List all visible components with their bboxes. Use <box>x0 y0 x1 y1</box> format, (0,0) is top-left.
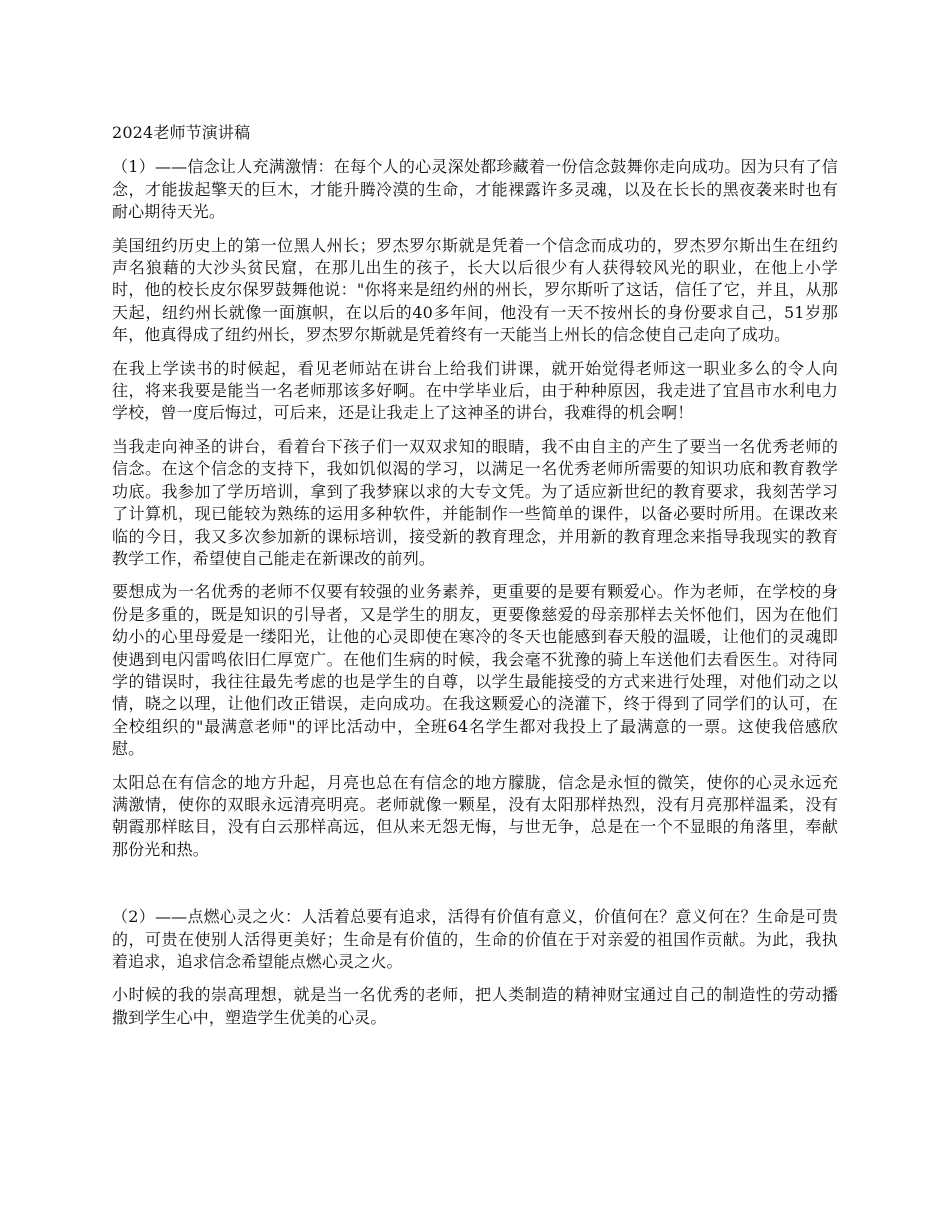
paragraph-4: 当我走向神圣的讲台，看着台下孩子们一双双求知的眼睛，我不由自主的产生了要当一名优秀老师的信念。在这个信念的支持下，我如饥似渴的学习，以满足一名优秀老师所需要的知识功底和教育教学功底。我参加了学历培训，拿到了我梦寐以求的大专文凭。为了适应新世纪的教育要求，我刻苦学习了计算机，现已能较为熟练的运用多种软件，并能制作一些简单的课件，以备必要时所用。在课改来临的今日，我又多次参加新的课标培训，接受新的教育理念，并用新的教育理念来指导我现实的教育教学工作，希望使自己能走在新课改的前列。 <box>112 436 838 568</box>
document-title: 2024老师节演讲稿 <box>112 123 251 142</box>
paragraph-6: 太阳总在有信念的地方升起，月亮也总在有信念的地方朦胧，信念是永恒的微笑，使你的心灵永远充满激情，使你的双眼永远清亮明亮。老师就像一颗星，没有太阳那样热烈，没有月亮那样温柔，没有朝霞那样眩目，没有白云那样高远，但从来无怨无悔，与世无争，总是在一个不显眼的角落里，奉献那份光和热。 <box>112 772 838 859</box>
paragraph-1: （1）——信念让人充满激情：在每个人的心灵深处都珍藏着一份信念鼓舞你走向成功。因为只有了信念，才能拔起擎天的巨木，才能升腾冷漠的生命，才能裸露许多灵魂，以及在长长的黑夜袭来时也有耐心期待天光。 <box>112 157 838 222</box>
section2-paragraph-1: （2）——点燃心灵之火：人活着总要有追求，活得有价值有意义，价值何在？意义何在？生命是可贵的，可贵在使别人活得更美好；生命是有价值的，生命的价值在于对亲爱的祖国作贡献。为此，我执着追求，追求信念希望能点燃心灵之火。 <box>112 907 838 971</box>
paragraph-3: 在我上学读书的时候起，看见老师站在讲台上给我们讲课，就开始觉得老师这一职业多么的令人向往，将来我要是能当一名老师那该多好啊。在中学毕业后，由于种种原因，我走进了宜昌市水利电力学校，曾一度后悔过，可后来，还是让我走上了这神圣的讲台，我难得的机会啊！ <box>112 358 838 423</box>
paragraph-2: 美国纽约历史上的第一位黑人州长；罗杰罗尔斯就是凭着一个信念而成功的，罗杰罗尔斯出生在纽约声名狼藉的大沙头贫民窟，在那儿出生的孩子，长大以后很少有人获得较风光的职业，在他上小学时，他的校长皮尔保罗鼓舞他说："你将来是纽约州的州长，罗尔斯听了这话，信任了它，并且，从那天起，纽约州长就像一面旗帜，在以后的40多年间，他没有一天不按州长的身份要求自己，51岁那年，他真得成了纽约州长，罗杰罗尔斯就是凭着终有一天能当上州长的信念使自己走向了成功。 <box>112 235 838 345</box>
document-page <box>112 122 838 1040</box>
section2-paragraph-2: 小时候的我的崇高理想，就是当一名优秀的老师，把人类制造的精神财宝通过自己的制造性的劳动播撒到学生心中，塑造学生优美的心灵。 <box>112 985 838 1027</box>
section-spacer <box>112 872 838 906</box>
paragraph-5: 要想成为一名优秀的老师不仅要有较强的业务素养，更重要的是要有颗爱心。作为老师，在学校的身份是多重的，既是知识的引导者，又是学生的朋友，更要像慈爱的母亲那样去关怀他们，因为在他们幼小的心里母爱是一缕阳光，让他的心灵即使在寒冷的冬天也能感到春天般的温暖，让他们的灵魂即使遇到电闪雷鸣依旧仁厚宽广。在他们生病的时候，我会毫不犹豫的骑上车送他们去看医生。对待同学的错误时，我往往最先考虑的也是学生的自尊，以学生最能接受的方式来进行处理，对他们动之以情，晓之以理，让他们改正错误，走向成功。在我这颗爱心的浇灌下，终于得到了同学们的认可，在全校组织的"最满意老师"的评比活动中，全班64名学生都对我投上了最满意的一票。这使我倍感欣慰。 <box>112 582 838 759</box>
